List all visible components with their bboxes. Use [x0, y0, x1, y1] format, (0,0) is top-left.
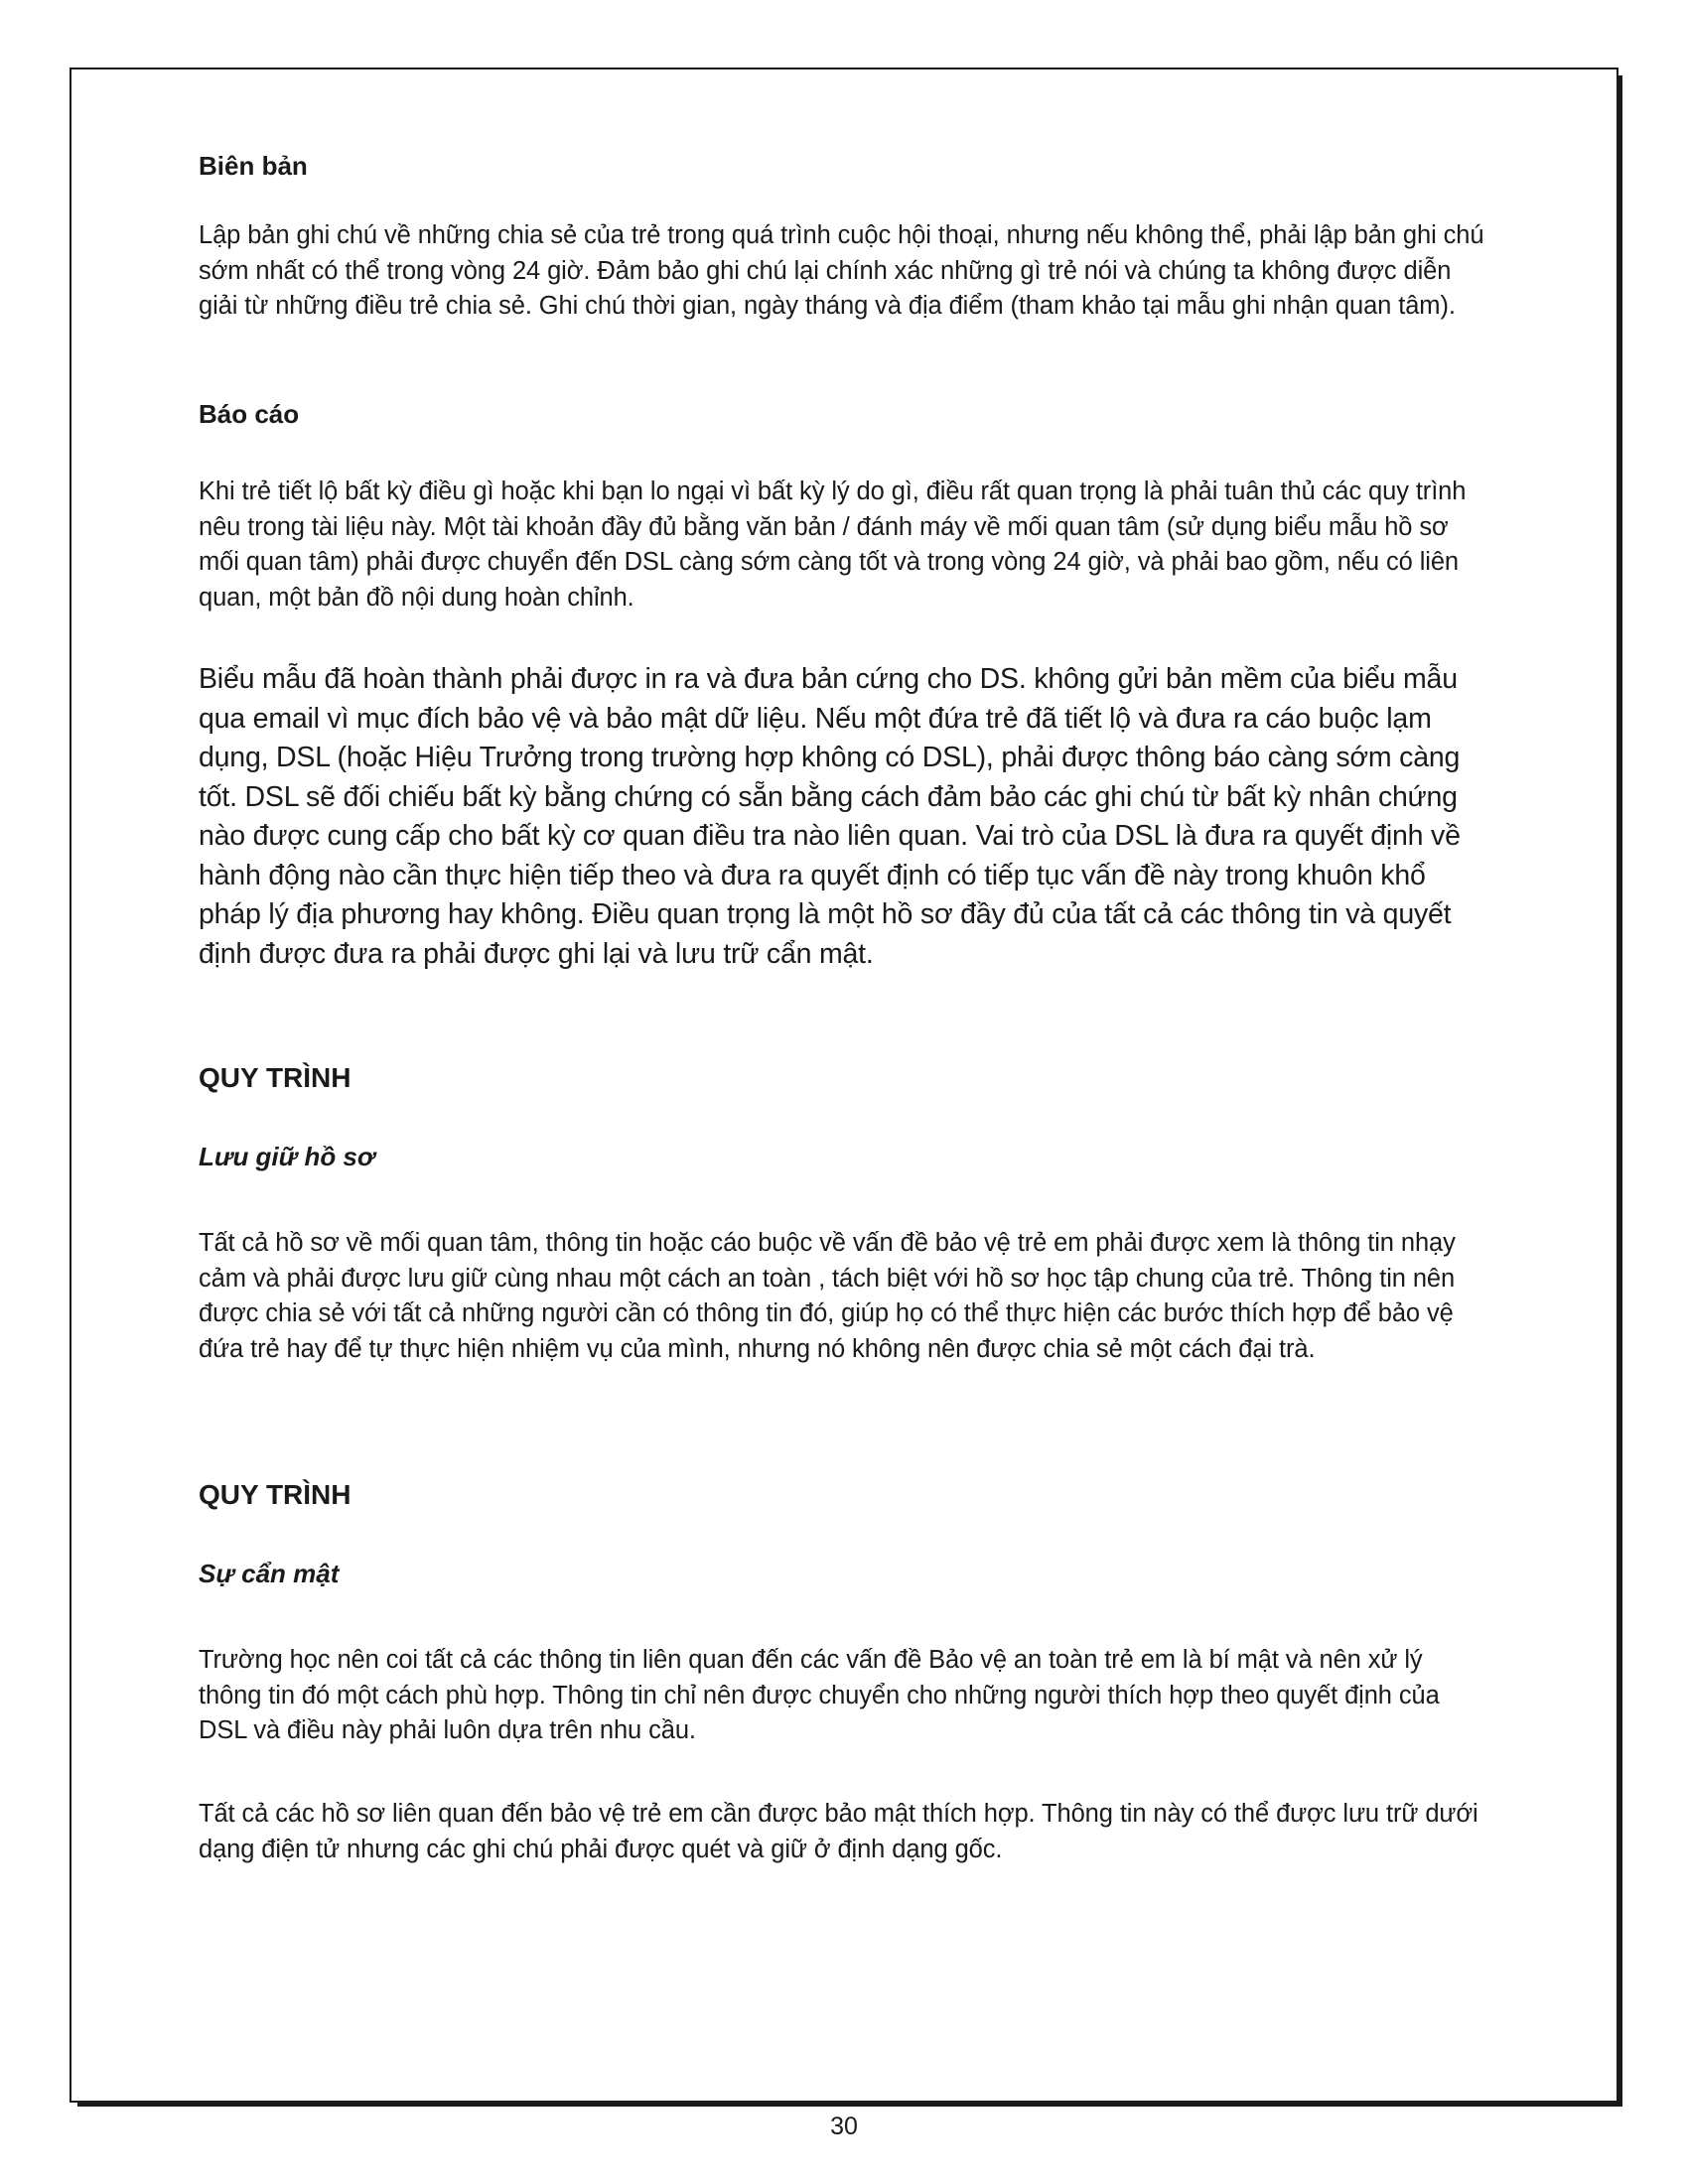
section-heading-quy-trinh-2: QUY TRÌNH — [199, 1479, 352, 1510]
section-heading-quy-trinh-1: QUY TRÌNH — [199, 1062, 352, 1093]
paragraph-su-can-mat-1: Trường học nên coi tất cả các thông tin liên quan đến các vấn đề Bảo vệ an toàn trẻ em là bí mật và nên xử lý thông tin đó một cách phù hợp. Thông tin chỉ nên được chuyển cho những người thích hợp theo quyết định của DSL và điều này phải luôn dựa trên nhu cầu. — [199, 1646, 1440, 1744]
paragraph-bien-ban: Lập bản ghi chú về những chia sẻ của trẻ trong quá trình cuộc hội thoại, nhưng nếu không thể, phải lập bản ghi chú sớm nhất có thể trong vòng 24 giờ. Đảm bảo ghi chú lại chính xác những gì trẻ nói và chúng ta không được diễn giải từ những điều trẻ chia sẻ. Ghi chú thời gian, ngày tháng và địa điểm (tham khảo tại mẫu ghi nhận quan tâm). — [199, 221, 1484, 320]
page-number: 30 — [830, 2113, 858, 2140]
paragraph-luu-giu-ho-so: Tất cả hồ sơ về mối quan tâm, thông tin hoặc cáo buộc về vấn đề bảo vệ trẻ em phải được xem là thông tin nhạy cảm và phải được lưu giữ cùng nhau một cách an toàn , tách biệt với hồ sơ học tập chung của trẻ. Thông tin nên được chia sẻ với tất cả những người cần có thông tin đó, giúp họ có thể thực hiện các bước thích hợp để bảo vệ đứa trẻ hay để tự thực hiện nhiệm vụ của mình, nhưng nó không nên được chia sẻ một cách đại trà. — [199, 1229, 1456, 1363]
subheading-su-can-mat: Sự cẩn mật — [199, 1559, 340, 1588]
section-heading-bao-cao: Báo cáo — [199, 399, 300, 429]
paragraph-su-can-mat-2: Tất cả các hồ sơ liên quan đến bảo vệ trẻ em cần được bảo mật thích hợp. Thông tin này có thể được lưu trữ dưới dạng điện tử nhưng các ghi chú phải được quét và giữ ở định dạng gốc. — [199, 1800, 1478, 1863]
subheading-luu-giu-ho-so: Lưu giữ hồ sơ — [199, 1142, 375, 1171]
section-heading-bien-ban: Biên bản — [199, 151, 308, 181]
paragraph-bao-cao-2: Biểu mẫu đã hoàn thành phải được in ra và đưa bản cứng cho DS. không gửi bản mềm của biểu mẫu qua email vì mục đích bảo vệ và bảo mật dữ liệu. Nếu một đứa trẻ đã tiết lộ và đưa ra cáo buộc lạm dụng, DSL (hoặc Hiệu Trưởng trong trường hợp không có DSL), phải được thông báo càng sớm càng tốt. DSL sẽ đối chiếu bất kỳ bằng chứng có sẵn bằng cách đảm bảo các ghi chú từ bất kỳ nhân chứng nào được cung cấp cho bất kỳ cơ quan điều tra nào liên quan. Vai trò của DSL là đưa ra quyết định về hành động nào cần thực hiện tiếp theo và đưa ra quyết định có tiếp tục vấn đề này trong khuôn khổ pháp lý địa phương hay không. Điều quan trọng là một hồ sơ đầy đủ của tất cả các thông tin và quyết định được đưa ra phải được ghi lại và lưu trữ cẩn mật. — [199, 663, 1461, 970]
paragraph-bao-cao-1: Khi trẻ tiết lộ bất kỳ điều gì hoặc khi bạn lo ngại vì bất kỳ lý do gì, điều rất quan trọng là phải tuân thủ các quy trình nêu trong tài liệu này. Một tài khoản đầy đủ bằng văn bản / đánh máy về mối quan tâm (sử dụng biểu mẫu hồ sơ mối quan tâm) phải được chuyển đến DSL càng sớm càng tốt và trong vòng 24 giờ, và phải bao gồm, nếu có liên quan, một bản đồ nội dung hoàn chỉnh. — [199, 478, 1467, 612]
